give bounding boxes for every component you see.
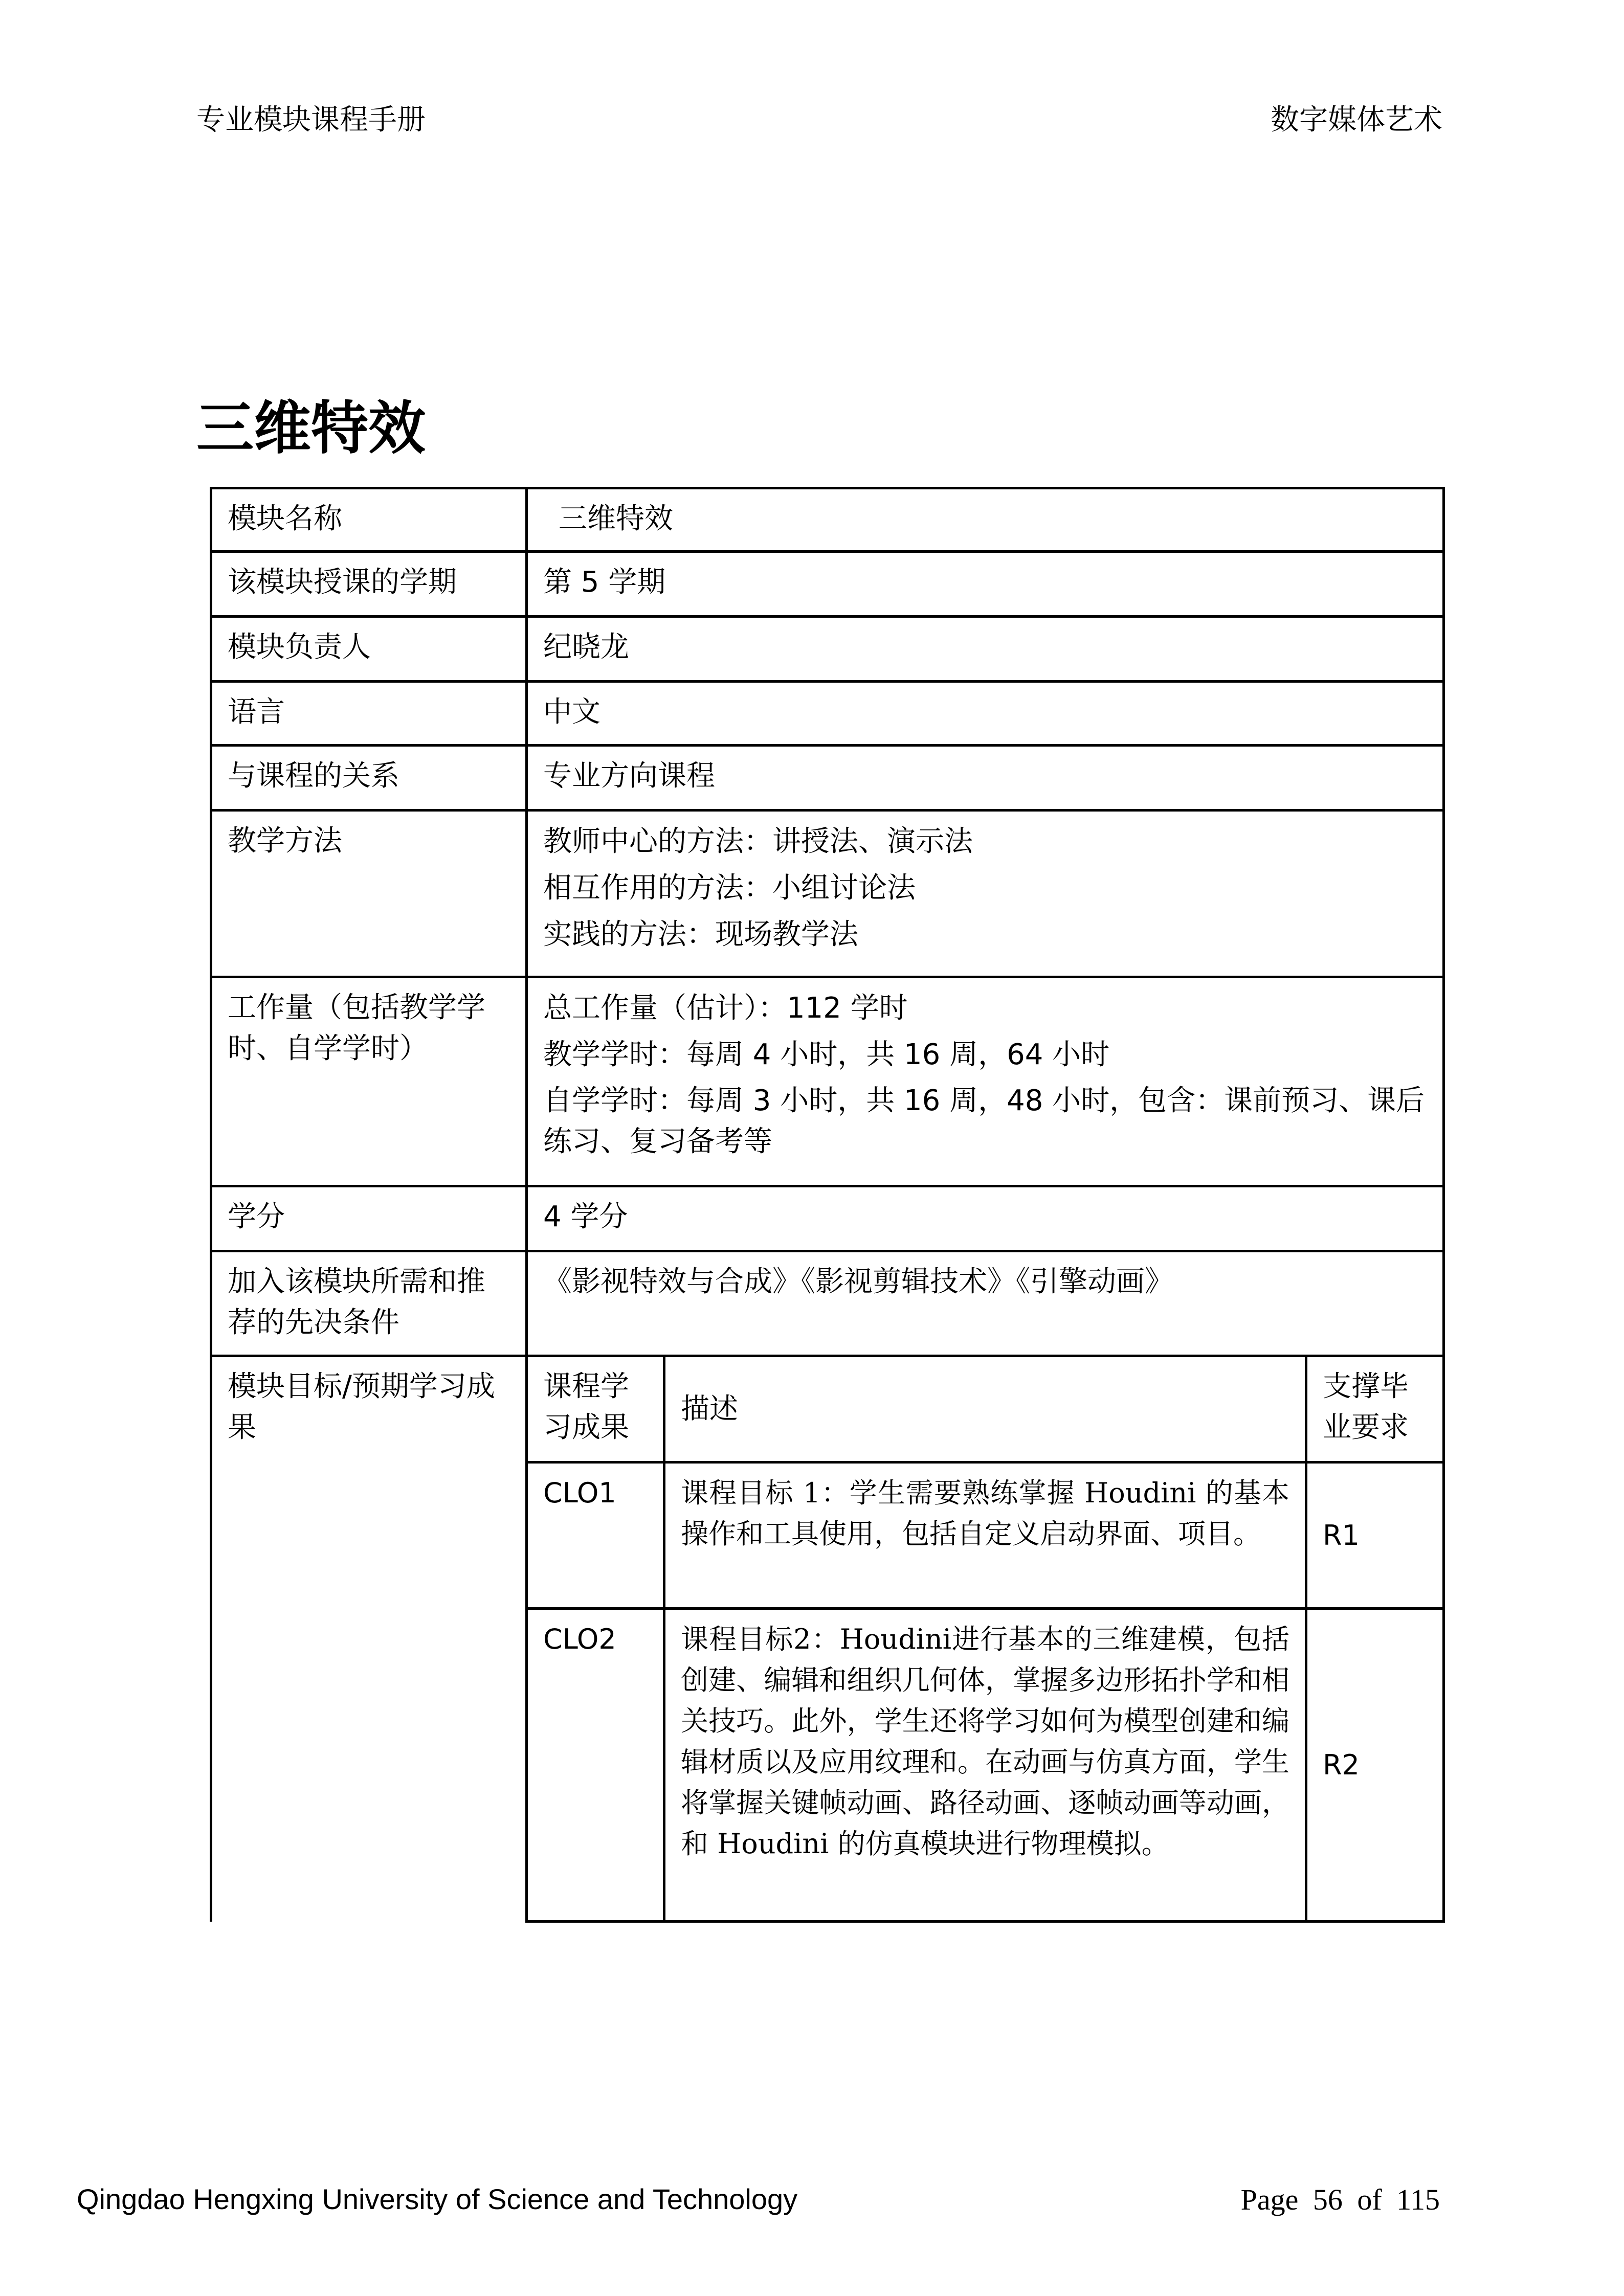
- clo-requirement: R2: [1306, 1609, 1444, 1922]
- clo-description: 课程目标 1：学生需要熟练掌握 Houdini 的基本操作和工具使用，包括自定义启动界面、项目。: [664, 1462, 1306, 1609]
- row-label: 加入该模块所需和推荐的先决条件: [211, 1251, 527, 1356]
- row-label: 模块名称: [211, 488, 527, 552]
- header-program: 数字媒体艺术: [1271, 103, 1442, 137]
- row-value: 4 学分: [527, 1186, 1444, 1251]
- workload-line: 教学学时：每周 4 小时，共 16 周，64 小时: [543, 1038, 1110, 1071]
- row-label: 语言: [211, 682, 527, 746]
- clo-id: CLO2: [527, 1609, 664, 1922]
- table-row: [211, 617, 1444, 682]
- method-line: 实践的方法：现场教学法: [543, 918, 858, 951]
- method-line: 教师中心的方法：讲授法、演示法: [543, 825, 973, 858]
- row-value: 三维特效: [527, 488, 1444, 552]
- col-header-desc: 描述: [664, 1356, 1306, 1462]
- table-row: [211, 977, 1444, 1186]
- table-row: [211, 682, 1444, 746]
- clo-id: CLO1: [527, 1462, 664, 1609]
- clo-description: 课程目标2：Houdini进行基本的三维建模，包括创建、编辑和组织几何体，掌握多边形拓扑学和相关技巧。此外，学生还将学习如何为模型创建和编辑材质以及应用纹理和。在动画与仿真方面，学生将掌握关键帧动画、路径动画、逐帧动画等动画，和 Houdini 的仿真模块进行物理模拟。: [664, 1609, 1306, 1922]
- method-line: 相互作用的方法：小组讨论法: [543, 871, 916, 905]
- col-header-req: 支撑毕业要求: [1306, 1356, 1444, 1462]
- row-label: 模块目标/预期学习成果: [211, 1356, 527, 1922]
- table-row: [211, 1251, 1444, 1356]
- row-label: 与课程的关系: [211, 746, 527, 811]
- module-table: [210, 487, 1445, 1923]
- page-current: 56: [1312, 2183, 1343, 2216]
- table-row: [211, 811, 1444, 977]
- row-label: 学分: [211, 1186, 527, 1251]
- clo-requirement: R1: [1306, 1462, 1444, 1609]
- table-row: [211, 746, 1444, 811]
- header-doc-title: 专业模块课程手册: [196, 103, 426, 137]
- workload-line: 总工作量（估计）：112 学时: [543, 992, 908, 1025]
- footer-university: Qingdao Hengxing University of Science and Technology: [77, 2183, 798, 2215]
- row-value: [527, 811, 1444, 977]
- page-word: Page: [1240, 2183, 1299, 2216]
- page-total: 115: [1396, 2183, 1440, 2216]
- row-value: 第 5 学期: [527, 552, 1444, 617]
- table-row: [211, 1186, 1444, 1251]
- row-label: 教学方法: [211, 811, 527, 977]
- row-label: 该模块授课的学期: [211, 552, 527, 617]
- row-value: 专业方向课程: [527, 746, 1444, 811]
- row-value: 中文: [527, 682, 1444, 746]
- row-value: 纪晓龙: [527, 617, 1444, 682]
- table-row: [211, 488, 1444, 552]
- footer-page-number: [1241, 2182, 1440, 2217]
- row-label: 模块负责人: [211, 617, 527, 682]
- row-label: 工作量（包括教学学时、自学学时）: [211, 977, 527, 1186]
- page-title: 三维特效: [196, 395, 426, 462]
- table-row: [211, 552, 1444, 617]
- row-value: [527, 977, 1444, 1186]
- workload-line: 自学学时：每周 3 小时，共 16 周，48 小时，包含：课前预习、课后练习、复习备考等: [543, 1084, 1425, 1158]
- of-word: of: [1357, 2183, 1382, 2216]
- col-header-clo: 课程学习成果: [527, 1356, 664, 1462]
- row-value: 《影视特效与合成》《影视剪辑技术》《引擎动画》: [527, 1251, 1444, 1356]
- outcomes-header-row: [211, 1356, 1444, 1462]
